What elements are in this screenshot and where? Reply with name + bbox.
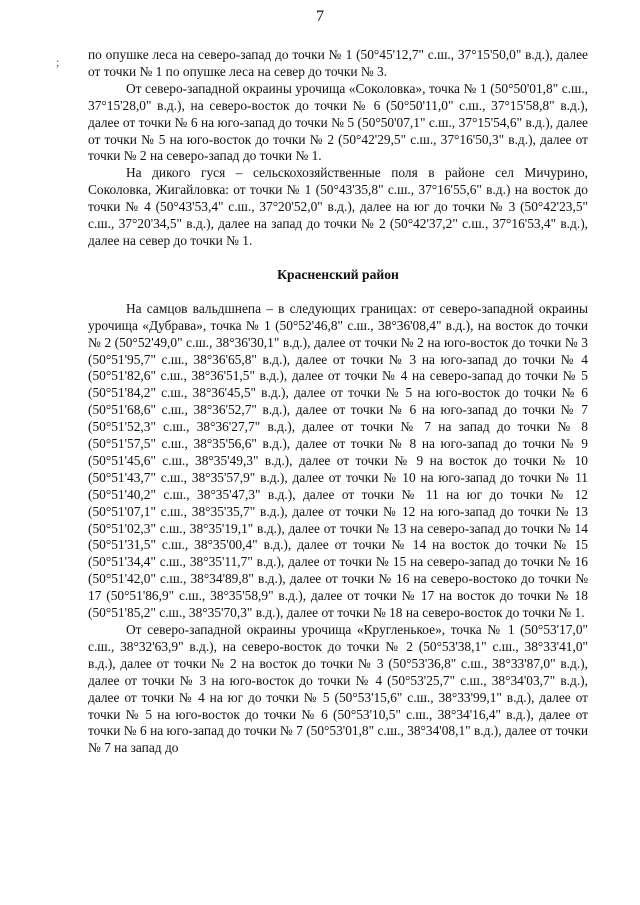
section-heading: Красненский район: [277, 266, 399, 282]
paragraph-woodcock: На самцов вальдшнепа – в следующих границах: от северо-западной окраины урочища «Дубрава», точка № 1 (50°52'46,8" с.ш., 38°36'08,4" в.д.), на восток до точки № 2 (50°52'49,0" с.ш., 38°36'30,1" в.д.), далее от точки № 2 на юго-восток до точки № 3 (50°51'95,7" с.ш., 38°36'65,8" в.д.), далее от точки № 3 на юго-запад до точки № 4 (50°51'82,6" с.ш., 38°36'51,5" в.д.), далее от точки № 4 на северо-запад до точки № 5 (50°51'84,2" с.ш., 38°36'45,5" в.д.), далее от точки № 5 на юго-восток до точки № 6 (50°51'68,6" с.ш., 38°36'52,7" в.д.), далее от точки № 6 на юго-запад до точки № 7 (50°51'52,3" с.ш., 38°36'27,7" в.д.), далее от точки № 7 на запад до точки № 8 (50°51'57,5" с.ш., 38°35'56,6" в.д.), далее от точки № 8 на юго-запад до точки № 9 (50°51'45,6" с.ш., 38°35'49,3" в.д.), далее от точки № 9 на восток до точки № 10 (50°51'43,7" с.ш., 38°35'57,9" в.д.), далее от точки № 10 на юго-запад до точки № 11 (50°51'40,2" с.ш., 38°35'47,3" в.д.), далее от точки № 11 на юг до точки № 12 (50°51'07,1" с.ш., 38°35'35,7" в.д.), далее от точки № 12 на юго-запад до точки № 13 (50°51'02,3" с.ш., 38°35'19,1" в.д.), далее от точки № 13 на северо-запад до точки № 14 (50°51'31,5" с.ш., 38°35'00,4" в.д.), далее от точки № 14 на восток до точки № 15 (50°51'34,4" с.ш., 38°35'11,7" в.д.), далее от точки № 15 на северо-запад до точки № 16 (50°51'42,0" с.ш., 38°34'89,8" в.д.), далее от точки № 16 на северо-востоко до точки № 17 (50°51'86,9" с.ш., 38°35'58,9" в.д.), далее от точки № 17 на восток до точки № 18 (50°51'85,2" с.ш., 38°35'70,3" в.д.), далее от точки № 18 на северо-восток до точки № 1.: [88, 300, 588, 621]
document-body: [88, 47, 588, 757]
page-number: 7: [316, 8, 324, 25]
paragraph-continuation: по опушке леса на северо-запад до точки № 1 (50°45'12,7" с.ш., 37°15'50,0" в.д.), далее от точки № 1 по опушке леса на север до точки № 3.: [88, 47, 588, 79]
paragraph-wild-goose: На дикого гуся – сельскохозяйственные поля в районе сел Мичурино, Соколовка, Жигайловка: от точки № 1 (50°43'35,8" с.ш., 37°16'55,6" в.д.) на восток до точки № 4 (50°43'53,4" с.ш., 37°20'52,0" в.д.), далее на юг до точки № 3 (50°42'23,5" с.ш., 37°20'34,5" в.д.), далее на запад до точки № 2 (50°42'37,2" с.ш., 37°16'53,4" в.д.), далее на север до точки № 1.: [88, 165, 588, 248]
paragraph-kruglenkoe: От северо-западной окраины урочища «Кругленькое», точка № 1 (50°53'17,0" с.ш., 38°32'63,9" в.д.), на северо-восток до точки № 2 (50°53'38,1" с.ш., 38°33'41,0" в.д.), далее от точки № 2 на восток до точки № 3 (50°53'36,8" с.ш., 38°33'87,0" в.д.), далее от точки № 3 на юго-восток до точки № 4 (50°53'25,7" с.ш., 38°34'03,7" в.д.), далее от точки № 4 на юг до точки № 5 (50°53'15,6" с.ш., 38°33'99,1" в.д.), далее от точки № 5 на юго-восток до точки № 6 (50°53'10,5" с.ш., 38°34'16,4" в.д.), далее от точки № 6 на юго-запад до точки № 7 (50°53'01,8" с.ш., 38°34'08,1" в.д.), далее от точки № 7 на запад до: [88, 622, 588, 756]
paragraph-sokolovka: От северо-западной окраины урочища «Соколовка», точка № 1 (50°50'01,8" с.ш., 37°15'28,0" в.д.), на северо-восток до точки № 6 (50°50'11,0" с.ш., 37°15'58,8" в.д.), далее от точки № 6 на юго-запад до точки № 5 (50°50'07,1" с.ш., 37°15'54,6" в.д.), далее от точки № 5 на юго-восток до точки № 2 (50°42'29,5" с.ш., 37°16'50,3" в.д.), далее от точки № 2 на северо-запад до точки № 1.: [88, 80, 588, 164]
margin-mark: ;: [56, 55, 60, 69]
